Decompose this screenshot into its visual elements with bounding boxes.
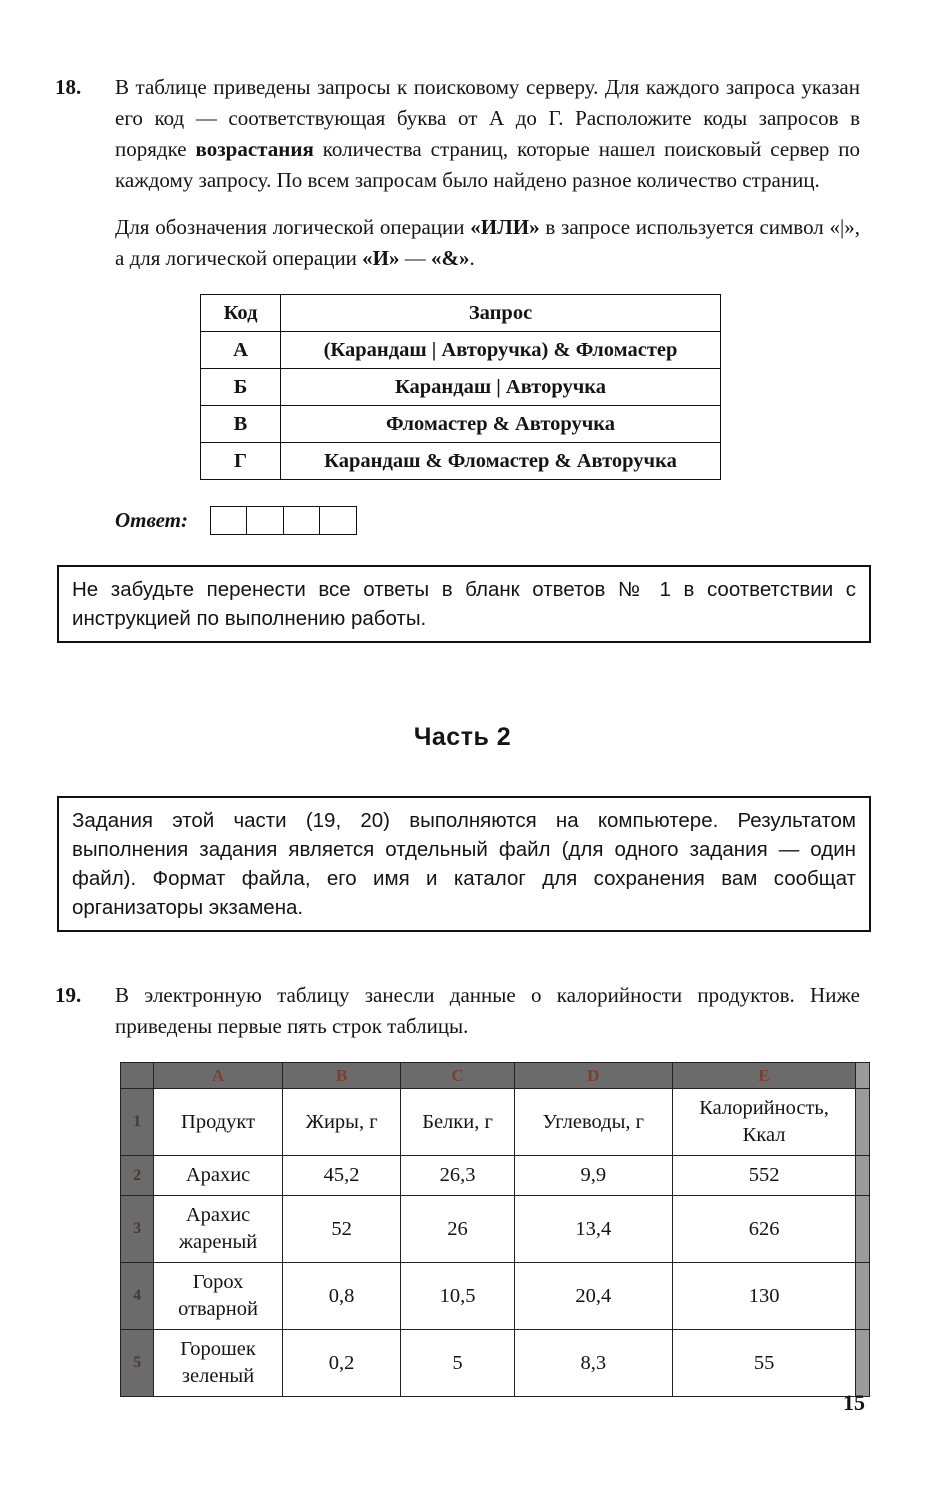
sheet-row bbox=[121, 1196, 870, 1263]
sheet-cell: Горошек зеленый bbox=[154, 1330, 283, 1397]
spreadsheet-wrap bbox=[120, 1062, 870, 1397]
sheet-body bbox=[121, 1089, 870, 1397]
sheet-column-header: A bbox=[154, 1063, 283, 1089]
sheet-row-number: 3 bbox=[121, 1196, 154, 1263]
query-text-cell: (Карандаш | Авторучка) & Фломастер bbox=[281, 332, 721, 369]
sheet-column-header: C bbox=[401, 1063, 514, 1089]
sheet-column-header-row bbox=[121, 1063, 870, 1089]
sheet-cell: 20,4 bbox=[514, 1263, 672, 1330]
sheet-edge-sliver bbox=[856, 1156, 870, 1196]
task-19-number: 19. bbox=[55, 983, 82, 1007]
sheet-cell: 45,2 bbox=[282, 1156, 400, 1196]
query-table-row bbox=[201, 332, 721, 369]
sheet-cell: 13,4 bbox=[514, 1196, 672, 1263]
sheet-cell: Углеводы, г bbox=[514, 1089, 672, 1156]
sheet-row bbox=[121, 1156, 870, 1196]
query-table-row bbox=[201, 369, 721, 406]
notice-transfer-answers bbox=[57, 565, 871, 643]
notice-part2-instructions bbox=[57, 796, 871, 932]
query-table-header-code: Код bbox=[201, 295, 281, 332]
sheet-column-header: D bbox=[514, 1063, 672, 1089]
sheet-row bbox=[121, 1089, 870, 1156]
sheet-cell: 26 bbox=[401, 1196, 514, 1263]
task-19 bbox=[55, 980, 870, 1397]
task-18-number: 18. bbox=[55, 75, 82, 99]
sheet-row-number: 4 bbox=[121, 1263, 154, 1330]
sheet-cell: 9,9 bbox=[514, 1156, 672, 1196]
answer-cell[interactable] bbox=[246, 506, 284, 535]
part-2-heading: Часть 2 bbox=[413, 723, 512, 751]
sheet-corner-cell bbox=[121, 1063, 154, 1089]
query-table-row bbox=[201, 406, 721, 443]
query-table-row bbox=[201, 443, 721, 480]
sheet-cell: 26,3 bbox=[401, 1156, 514, 1196]
sheet-cell: 8,3 bbox=[514, 1330, 672, 1397]
sheet-edge-sliver bbox=[856, 1089, 870, 1156]
answer-cell[interactable] bbox=[319, 506, 357, 535]
query-code-cell: Г bbox=[201, 443, 281, 480]
answer-label: Ответ: bbox=[115, 508, 188, 532]
sheet-cell: 130 bbox=[672, 1263, 856, 1330]
query-code-cell: А bbox=[201, 332, 281, 369]
sheet-cell: 10,5 bbox=[401, 1263, 514, 1330]
sheet-row bbox=[121, 1330, 870, 1397]
answer-cell[interactable] bbox=[283, 506, 321, 535]
query-code-table bbox=[200, 294, 721, 480]
query-table-header-row bbox=[201, 295, 721, 332]
sheet-cell: Арахис жареный bbox=[154, 1196, 283, 1263]
query-table-body bbox=[201, 332, 721, 480]
answer-cell[interactable] bbox=[210, 506, 248, 535]
sheet-cell: Жиры, г bbox=[282, 1089, 400, 1156]
notice-part2-instructions-text: Задания этой части (19, 20) выполняются на компьютере. Результатом выполнения задания является отдельный файл (для одного задания — один файл). Формат файла, его имя и каталог для сохранения вам сообщат организаторы экзамена. bbox=[72, 809, 856, 919]
sheet-column-header: E bbox=[672, 1063, 856, 1089]
task-19-text: В электронную таблицу занесли данные о калорийности продуктов. Ниже приведены первые пять строк таблицы. bbox=[115, 983, 860, 1038]
sheet-cell: 626 bbox=[672, 1196, 856, 1263]
task-18-operations-note: Для обозначения логической операции «ИЛИ» в запросе используется символ «|», а для логической операции «И» — «&». bbox=[115, 215, 860, 270]
sheet-cell: 55 bbox=[672, 1330, 856, 1397]
query-text-cell: Карандаш & Фломастер & Авторучка bbox=[281, 443, 721, 480]
task-18-text: В таблице приведены запросы к поисковому серверу. Для каждого запроса указан его код — соответствующая буква от А до Г. Расположите коды запросов в порядке возрастания количества страниц, которые нашел поисковый сервер по каждому запросу. По всем запросам было найдено разное количество страниц. bbox=[115, 75, 860, 192]
query-text-cell: Фломастер & Авторучка bbox=[281, 406, 721, 443]
sheet-row-number: 2 bbox=[121, 1156, 154, 1196]
sheet-row-number: 1 bbox=[121, 1089, 154, 1156]
sheet-cell: Калорийность, Ккал bbox=[672, 1089, 856, 1156]
sheet-cell: 0,2 bbox=[282, 1330, 400, 1397]
query-text-cell: Карандаш | Авторучка bbox=[281, 369, 721, 406]
sheet-cell: Арахис bbox=[154, 1156, 283, 1196]
spreadsheet-table bbox=[120, 1062, 870, 1397]
sheet-cell: Продукт bbox=[154, 1089, 283, 1156]
query-table-header-query: Запрос bbox=[281, 295, 721, 332]
page-number: 15 bbox=[843, 1390, 865, 1415]
sheet-row-number: 5 bbox=[121, 1330, 154, 1397]
sheet-cell: 0,8 bbox=[282, 1263, 400, 1330]
sheet-column-header: B bbox=[282, 1063, 400, 1089]
query-code-cell: В bbox=[201, 406, 281, 443]
sheet-row bbox=[121, 1263, 870, 1330]
task-18 bbox=[55, 72, 870, 535]
sheet-cell: 552 bbox=[672, 1156, 856, 1196]
sheet-edge-sliver bbox=[856, 1330, 870, 1397]
sheet-cell: 5 bbox=[401, 1330, 514, 1397]
answer-boxes bbox=[210, 506, 357, 535]
answer-row bbox=[115, 506, 860, 535]
sheet-edge-sliver bbox=[856, 1196, 870, 1263]
sheet-cell: Горох отварной bbox=[154, 1263, 283, 1330]
sheet-cell: Белки, г bbox=[401, 1089, 514, 1156]
notice-transfer-answers-text: Не забудьте перенести все ответы в бланк ответов № 1 в соответствии с инструкцией по выполнению работы. bbox=[72, 578, 856, 630]
sheet-edge-sliver bbox=[856, 1063, 870, 1089]
sheet-edge-sliver bbox=[856, 1263, 870, 1330]
query-code-cell: Б bbox=[201, 369, 281, 406]
sheet-cell: 52 bbox=[282, 1196, 400, 1263]
